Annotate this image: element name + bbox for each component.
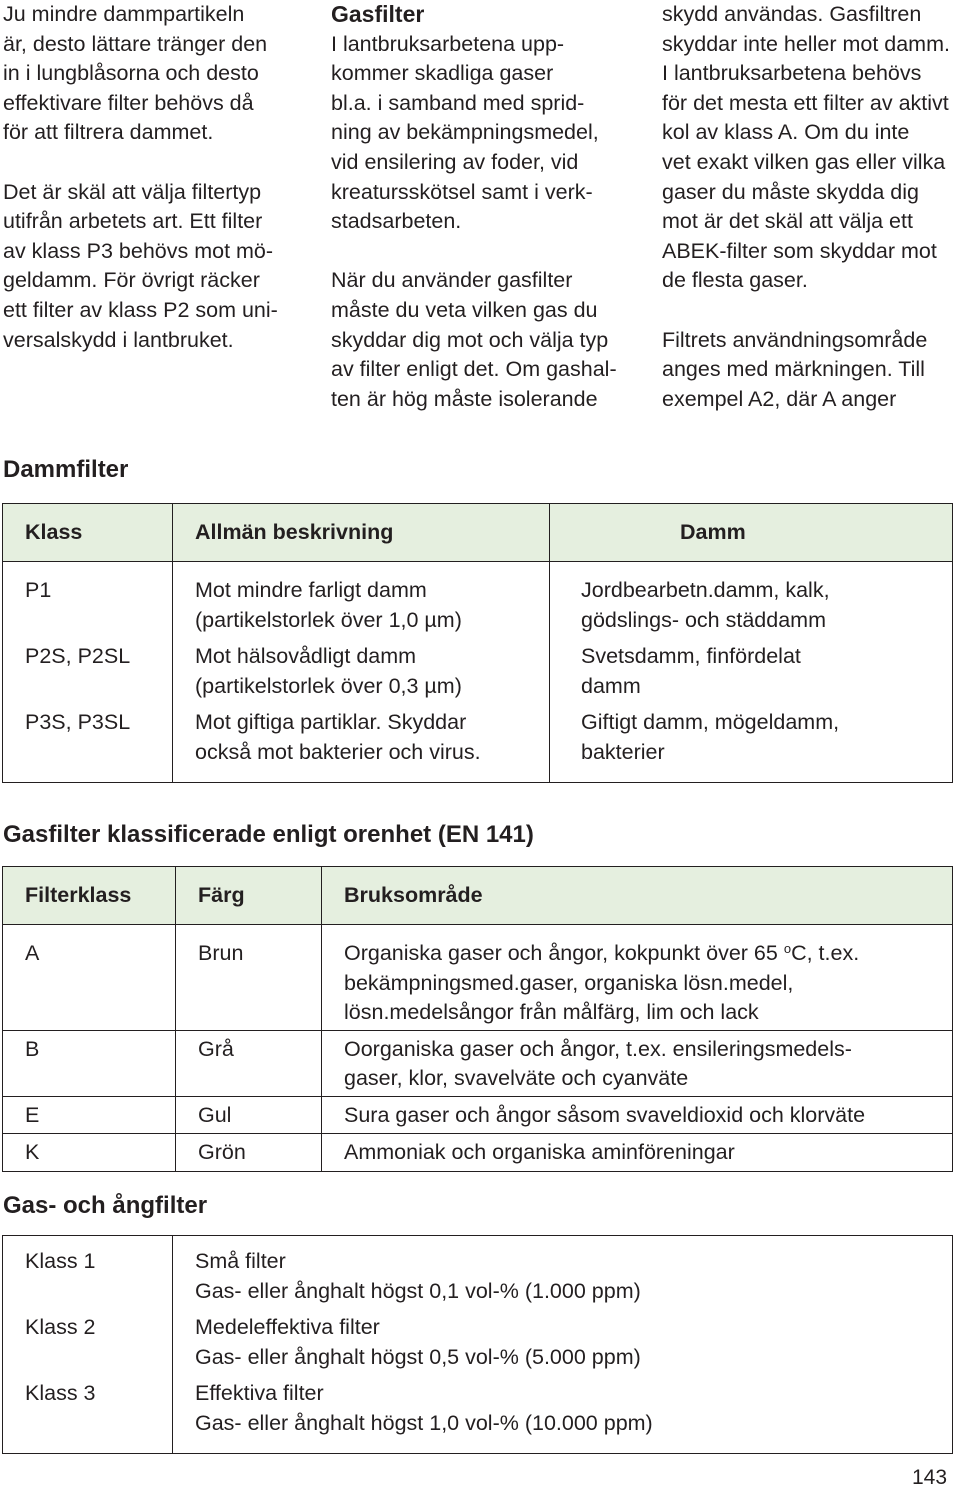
- table-cell: Klass 2: [3, 1306, 173, 1372]
- table-cell: B: [3, 1030, 176, 1096]
- table-row: [3, 1236, 953, 1307]
- table-cell: Brun: [176, 925, 322, 1031]
- column-header: Bruksområde: [322, 867, 953, 925]
- table-cell: Jordbearbetn.damm, kalk, gödslings- och städdamm: [550, 562, 953, 636]
- table-row: [3, 1372, 953, 1453]
- dust-filter-title: Dammfilter: [3, 456, 129, 483]
- paragraph: skydd användas. Gasfiltren skyddar inte heller mot damm. I lantbruksarbetena behövs för det mesta ett filter av aktivt kol av klass A. Om du inte vet exakt vilken gas eller vilka gaser du måste skydda dig mot är det skäl att välja ett ABEK-filter som skyddar mot de flesta gaser.: [662, 2, 950, 293]
- table-cell: Grön: [176, 1133, 322, 1172]
- table-cell: Grå: [176, 1030, 322, 1096]
- table-row: [3, 1133, 953, 1172]
- table-cell: Gul: [176, 1096, 322, 1133]
- table-cell: Sura gaser och ångor såsom svaveldioxid och klorväte: [322, 1096, 953, 1133]
- vapor-filter-table: [2, 1235, 953, 1454]
- table-cell: A: [3, 925, 176, 1031]
- table-row: [3, 701, 953, 782]
- table-cell: Ammoniak och organiska aminföreningar: [322, 1133, 953, 1172]
- table-cell: E: [3, 1096, 176, 1133]
- table-header-row: [3, 504, 953, 562]
- table-row: [3, 1030, 953, 1096]
- column-header: Klass: [3, 504, 173, 562]
- table-cell: P1: [3, 562, 173, 636]
- paragraph: Filtrets användningsområde anges med märkningen. Till exempel A2, där A anger: [662, 327, 928, 411]
- table-row: [3, 1096, 953, 1133]
- table-cell: Mot mindre farligt damm (partikelstorlek över 1,0 µm): [173, 562, 550, 636]
- table-cell: Klass 3: [3, 1372, 173, 1453]
- paragraph: Ju mindre dammpartikeln är, desto lättare tränger den in i lungblåsorna och desto effektivare filter behövs då för att filtrera dammet.: [3, 2, 268, 145]
- table-cell: Oorganiska gaser och ångor, t.ex. ensileringsmedels- gaser, klor, svavelväte och cyanväte: [322, 1030, 953, 1096]
- paragraph: När du använder gasfilter måste du veta vilken gas du skyddar dig mot och välja typ av filter enligt det. Om gashal- ten är hög måste isolerande: [331, 268, 617, 411]
- paragraph: I lantbruksarbetena upp- kommer skadliga gaser bl.a. i samband med sprid- ning av bekämpningsmedel, vid ensilering av foder, vid kreatursskötsel samt i verk- stadsarbeten.: [331, 31, 599, 234]
- gas-filter-title: Gasfilter klassificerade enligt orenhet (EN 141): [3, 821, 534, 848]
- table-row: [3, 1306, 953, 1372]
- table-header-row: [3, 867, 953, 925]
- table-cell: Svetsdamm, finfördelat damm: [550, 635, 953, 701]
- column-header: Allmän beskrivning: [173, 504, 550, 562]
- table-cell: Mot giftiga partiklar. Skyddar också mot bakterier och virus.: [173, 701, 550, 782]
- table-cell: P3S, P3SL: [3, 701, 173, 782]
- table-cell: K: [3, 1133, 176, 1172]
- gas-filter-table: [2, 866, 953, 1172]
- table-cell: Medeleffektiva filter Gas- eller ånghalt högst 0,5 vol-% (5.000 ppm): [173, 1306, 953, 1372]
- table-cell: Små filter Gas- eller ånghalt högst 0,1 vol-% (1.000 ppm): [173, 1236, 953, 1307]
- page-number: 143: [912, 1466, 948, 1489]
- table-cell: Klass 1: [3, 1236, 173, 1307]
- column-header: Färg: [176, 867, 322, 925]
- table-cell: Mot hälsovådligt damm (partikelstorlek över 0,3 µm): [173, 635, 550, 701]
- vapor-filter-title: Gas- och ångfilter: [3, 1192, 208, 1219]
- text-column-2: [331, 0, 626, 414]
- table-row: [3, 562, 953, 636]
- table-cell: Effektiva filter Gas- eller ånghalt högst 1,0 vol-% (10.000 ppm): [173, 1372, 953, 1453]
- table-row: [3, 635, 953, 701]
- table-row: [3, 925, 953, 1031]
- dust-filter-table: [2, 503, 953, 783]
- column-header: Filterklass: [3, 867, 176, 925]
- section-heading: Gasfilter: [331, 1, 425, 27]
- paragraph: Det är skäl att välja filtertyp utifrån arbetets art. Ett filter av klass P3 behövs mot mö- geldamm. För övrigt räcker ett filter av klass P2 som uni- versalskydd i lantbruket.: [3, 179, 278, 352]
- text-column-1: [3, 0, 295, 355]
- table-cell: Giftigt damm, mögeldamm, bakterier: [550, 701, 953, 782]
- column-header: Damm: [550, 504, 953, 562]
- table-cell: P2S, P2SL: [3, 635, 173, 701]
- table-cell: Organiska gaser och ångor, kokpunkt över 65 $^o$C, t.ex. bekämpningsmed.gaser, organiska lösn.medel, lösn.medelsångor från målfärg, lim och lack: [322, 925, 953, 1031]
- text-column-3: [662, 0, 955, 414]
